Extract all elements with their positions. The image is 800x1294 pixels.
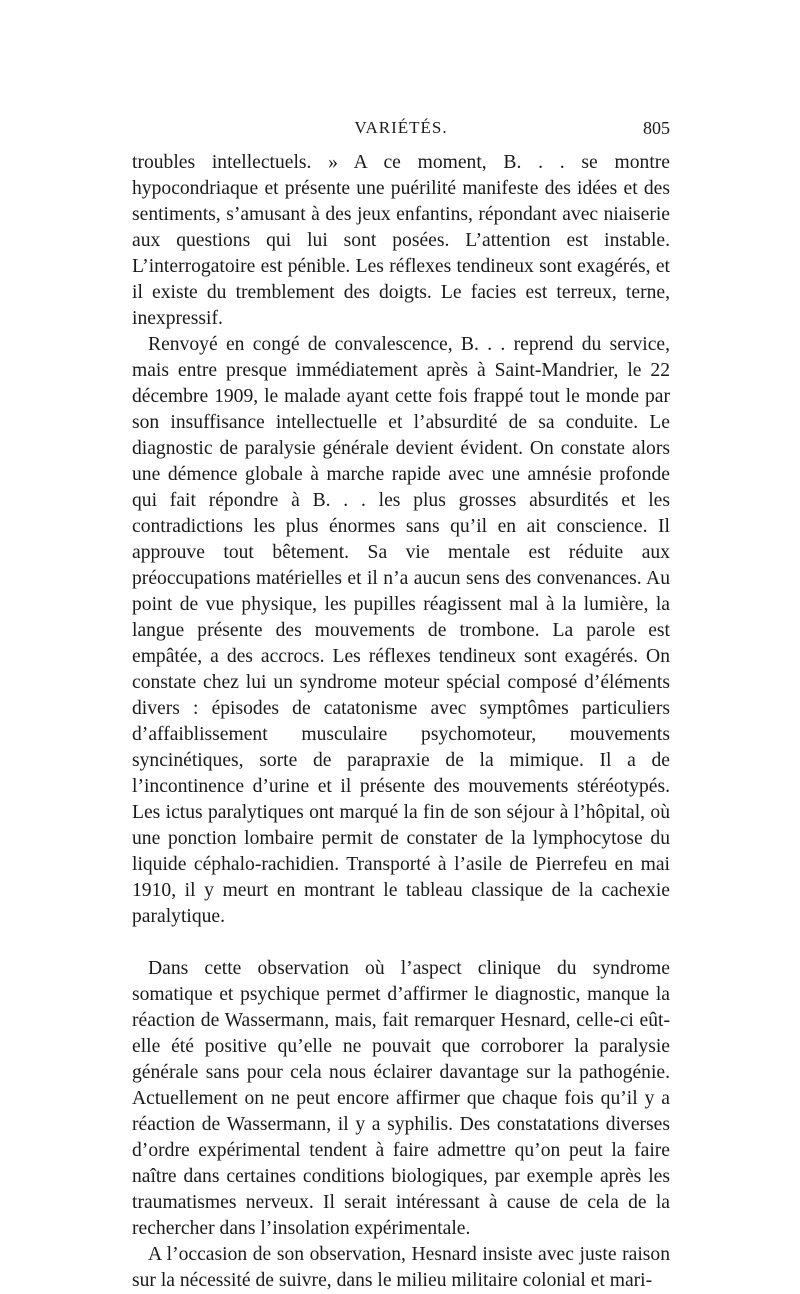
paragraph-hesnard: A l’occasion de son observation, Hesnard insiste avec juste raison sur la nécessité de suivre, dans le milieu militaire colonial et mari- [132,1244,670,1291]
book-page [132,110,670,1294]
paragraph-case-description: Renvoyé en congé de convalescence, B. . . reprend du service, mais entre presque immédiatement après à Saint-Mandrier, le 22 décembre 1909, le malade ayant cette fois frappé tout le monde par son insuffisance intellectuelle et l’absurdité de sa conduite. Le diagnostic de paralysie générale devient évident. On constate alors une démence globale à marche rapide avec une amnésie profonde qui fait répondre à B. . . les plus grosses absurdités et les contradictions les plus énormes sans qu’il en ait conscience. Il approuve tout bêtement. Sa vie mentale est réduite aux préoccupations matérielles et il n’a aucun sens des convenances. Au point de vue physique, les pupilles réagissent mal à la lumière, la langue présente des mouvements de trombone. La parole est empâtée, a des accrocs. Les réflexes tendineux sont exagérés. On constate chez lui un syndrome moteur spécial composé d’éléments divers : épisodes de catatonisme avec symptômes particuliers d’affaiblissement musculaire psychomoteur, mouvements syncinétiques, sorte de parapraxie de la mimique. Il a de l’incontinence d’urine et il présente des mouvements stéréotypés. Les ictus paralytiques ont marqué la fin de son séjour à l’hôpital, où une ponction lombaire permit de constater de la lymphocytose du liquide céphalo-rachidien. Transporté à l’asile de Pierrefeu en mai 1910, il y meurt en montrant le tableau classique de la cachexie paralytique. [132,334,670,927]
running-head [132,110,670,144]
paragraph-continuation: troubles intellectuels. » A ce moment, B. . . se montre hypocondriaque et présente une puérilité manifeste des idées et des sentiments, s’amusant à des jeux enfantins, répondant avec niaiserie aux questions qui lui sont posées. L’attention est instable. L’interrogatoire est pénible. Les réflexes tendineux sont exagérés, et il existe du tremblement des doigts. Le facies est terreux, terne, inexpressif. [132,152,670,329]
running-title: VARIÉTÉS. [354,118,448,137]
paragraph-discussion: Dans cette observation où l’aspect clinique du syndrome somatique et psychique permet d’affirmer le diagnostic, manque la réaction de Wassermann, mais, fait remarquer Hesnard, celle-ci eût-elle été positive qu’elle ne pouvait que corroborer la paralysie générale sans pour cela nous éclairer davantage sur la pathogénie. Actuellement on ne peut encore affirmer que chaque fois qu’il y a réaction de Wassermann, il y a syphilis. Des constatations diverses d’ordre expérimental tendent à faire admettre qu’on peut la faire naître dans certaines conditions biologiques, par exemple après les traumatismes nerveux. Il serait intéressant à cause de cela de la rechercher dans l’insolation expérimentale. [132,958,670,1239]
body-text [132,150,670,1294]
page-number: 805 [643,118,670,138]
